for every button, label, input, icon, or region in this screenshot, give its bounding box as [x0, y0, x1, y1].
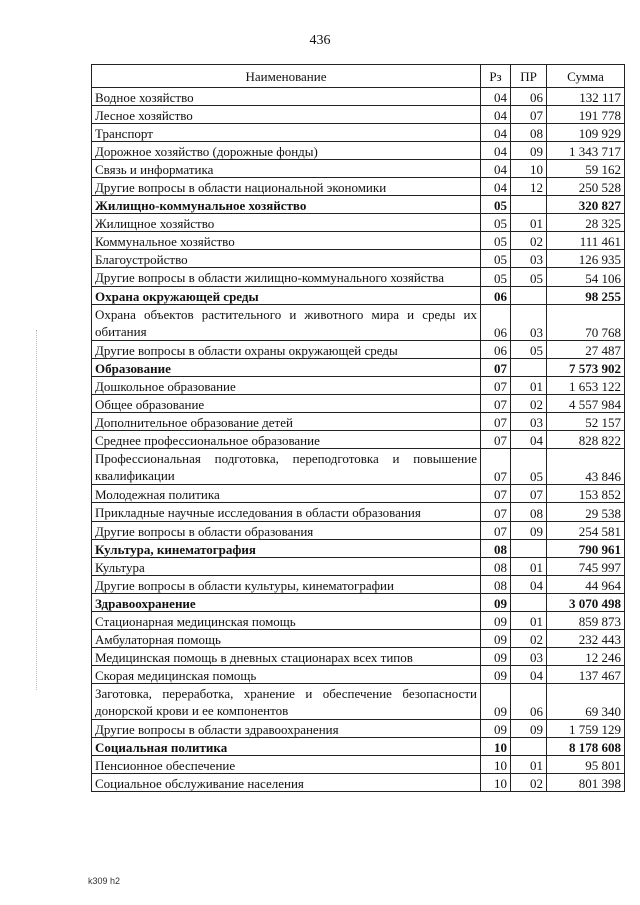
row-sum-cell: 254 581	[547, 522, 625, 540]
row-sum-cell: 27 487	[547, 341, 625, 359]
row-name-cell: Культура	[92, 558, 481, 576]
header-sum: Сумма	[547, 65, 625, 88]
row-rz-cell: 10	[481, 756, 511, 774]
table-row	[92, 594, 625, 612]
table-row	[92, 359, 625, 377]
row-rz-cell: 06	[481, 287, 511, 305]
row-sum-cell: 790 961	[547, 540, 625, 558]
row-sum-cell: 250 528	[547, 178, 625, 196]
row-name-cell: Другие вопросы в области жилищно-коммунального хозяйства	[92, 268, 481, 287]
row-name-cell: Благоустройство	[92, 250, 481, 268]
row-pr-cell: 02	[511, 232, 547, 250]
row-name-cell: Другие вопросы в области охраны окружающей среды	[92, 341, 481, 359]
row-sum-cell: 95 801	[547, 756, 625, 774]
row-name-cell: Лесное хозяйство	[92, 106, 481, 124]
row-name-cell: Прикладные научные исследования в области образования	[92, 503, 481, 522]
table-row	[92, 124, 625, 142]
table-row	[92, 558, 625, 576]
row-pr-cell: 02	[511, 774, 547, 792]
row-name-cell: Другие вопросы в области культуры, кинематографии	[92, 576, 481, 594]
row-name-cell: Транспорт	[92, 124, 481, 142]
row-pr-cell: 01	[511, 756, 547, 774]
table-row	[92, 341, 625, 359]
table-body	[92, 88, 625, 792]
row-pr-cell: 01	[511, 612, 547, 630]
table-header-row	[92, 65, 625, 88]
row-pr-cell: 03	[511, 413, 547, 431]
row-rz-cell: 05	[481, 250, 511, 268]
row-name-cell: Культура, кинематография	[92, 540, 481, 558]
table-row	[92, 449, 625, 485]
table-row	[92, 268, 625, 287]
row-sum-cell: 191 778	[547, 106, 625, 124]
row-pr-cell: 03	[511, 250, 547, 268]
table-row	[92, 413, 625, 431]
row-rz-cell: 08	[481, 540, 511, 558]
table-row	[92, 738, 625, 756]
row-sum-cell: 12 246	[547, 648, 625, 666]
row-sum-cell: 320 827	[547, 196, 625, 214]
row-sum-cell: 28 325	[547, 214, 625, 232]
row-sum-cell: 109 929	[547, 124, 625, 142]
row-rz-cell: 04	[481, 106, 511, 124]
row-rz-cell: 09	[481, 612, 511, 630]
row-name-cell: Связь и информатика	[92, 160, 481, 178]
row-name-cell: Здравоохранение	[92, 594, 481, 612]
table-row	[92, 612, 625, 630]
row-sum-cell: 70 768	[547, 305, 625, 341]
row-name-cell: Профессиональная подготовка, переподготовка и повышение квалификации	[92, 449, 481, 485]
row-sum-cell: 828 822	[547, 431, 625, 449]
header-pr: ПР	[511, 65, 547, 88]
table-row	[92, 250, 625, 268]
table-row	[92, 106, 625, 124]
table-row	[92, 305, 625, 341]
row-rz-cell: 07	[481, 377, 511, 395]
row-name-cell: Медицинская помощь в дневных стационарах всех типов	[92, 648, 481, 666]
row-pr-cell: 10	[511, 160, 547, 178]
row-sum-cell: 7 573 902	[547, 359, 625, 377]
row-sum-cell: 44 964	[547, 576, 625, 594]
row-pr-cell: 09	[511, 522, 547, 540]
row-pr-cell: 05	[511, 341, 547, 359]
row-rz-cell: 10	[481, 774, 511, 792]
row-rz-cell: 05	[481, 268, 511, 287]
row-pr-cell: 01	[511, 214, 547, 232]
row-rz-cell: 05	[481, 196, 511, 214]
table-row	[92, 648, 625, 666]
row-name-cell: Социальное обслуживание населения	[92, 774, 481, 792]
table-row	[92, 395, 625, 413]
row-rz-cell: 07	[481, 413, 511, 431]
row-pr-cell	[511, 196, 547, 214]
row-rz-cell: 09	[481, 630, 511, 648]
row-name-cell: Другие вопросы в области образования	[92, 522, 481, 540]
table-row	[92, 576, 625, 594]
row-rz-cell: 07	[481, 485, 511, 503]
row-pr-cell: 12	[511, 178, 547, 196]
row-name-cell: Жилищное хозяйство	[92, 214, 481, 232]
row-rz-cell: 04	[481, 178, 511, 196]
row-rz-cell: 09	[481, 666, 511, 684]
row-pr-cell	[511, 540, 547, 558]
row-pr-cell: 08	[511, 503, 547, 522]
row-sum-cell: 1 653 122	[547, 377, 625, 395]
row-rz-cell: 09	[481, 684, 511, 720]
row-pr-cell: 09	[511, 142, 547, 160]
row-rz-cell: 07	[481, 359, 511, 377]
page-number: 436	[309, 33, 331, 48]
row-name-cell: Амбулаторная помощь	[92, 630, 481, 648]
row-sum-cell: 859 873	[547, 612, 625, 630]
row-rz-cell: 07	[481, 503, 511, 522]
header-rz: Рз	[481, 65, 511, 88]
table-row	[92, 684, 625, 720]
row-name-cell: Другие вопросы в области национальной экономики	[92, 178, 481, 196]
row-pr-cell	[511, 359, 547, 377]
table-row	[92, 160, 625, 178]
row-name-cell: Дополнительное образование детей	[92, 413, 481, 431]
row-sum-cell: 111 461	[547, 232, 625, 250]
table-row	[92, 178, 625, 196]
row-pr-cell: 05	[511, 268, 547, 287]
table-row	[92, 214, 625, 232]
row-sum-cell: 132 117	[547, 88, 625, 106]
row-name-cell: Коммунальное хозяйство	[92, 232, 481, 250]
row-sum-cell: 1 343 717	[547, 142, 625, 160]
table-row	[92, 142, 625, 160]
row-rz-cell: 07	[481, 522, 511, 540]
row-sum-cell: 54 106	[547, 268, 625, 287]
table-row	[92, 666, 625, 684]
row-rz-cell: 09	[481, 648, 511, 666]
row-name-cell: Другие вопросы в области здравоохранения	[92, 720, 481, 738]
row-sum-cell: 232 443	[547, 630, 625, 648]
table-row	[92, 630, 625, 648]
row-sum-cell: 43 846	[547, 449, 625, 485]
row-name-cell: Среднее профессиональное образование	[92, 431, 481, 449]
table-row	[92, 88, 625, 106]
table-row	[92, 287, 625, 305]
row-rz-cell: 06	[481, 305, 511, 341]
row-name-cell: Образование	[92, 359, 481, 377]
row-pr-cell: 04	[511, 666, 547, 684]
row-rz-cell: 07	[481, 431, 511, 449]
row-pr-cell: 08	[511, 124, 547, 142]
row-name-cell: Дорожное хозяйство (дорожные фонды)	[92, 142, 481, 160]
row-pr-cell: 04	[511, 431, 547, 449]
row-name-cell: Общее образование	[92, 395, 481, 413]
table-row	[92, 196, 625, 214]
row-pr-cell: 01	[511, 377, 547, 395]
row-rz-cell: 08	[481, 558, 511, 576]
row-name-cell: Пенсионное обеспечение	[92, 756, 481, 774]
row-rz-cell: 07	[481, 449, 511, 485]
row-rz-cell: 05	[481, 232, 511, 250]
row-rz-cell: 07	[481, 395, 511, 413]
table-row	[92, 431, 625, 449]
row-sum-cell: 4 557 984	[547, 395, 625, 413]
row-name-cell: Жилищно-коммунальное хозяйство	[92, 196, 481, 214]
budget-table	[91, 64, 625, 792]
row-sum-cell: 8 178 608	[547, 738, 625, 756]
row-name-cell: Дошкольное образование	[92, 377, 481, 395]
row-pr-cell: 03	[511, 648, 547, 666]
row-sum-cell: 98 255	[547, 287, 625, 305]
table-row	[92, 522, 625, 540]
row-name-cell: Охрана окружающей среды	[92, 287, 481, 305]
row-sum-cell: 3 070 498	[547, 594, 625, 612]
row-rz-cell: 08	[481, 576, 511, 594]
row-pr-cell	[511, 738, 547, 756]
row-rz-cell: 09	[481, 720, 511, 738]
table-row	[92, 377, 625, 395]
row-rz-cell: 04	[481, 124, 511, 142]
row-pr-cell: 04	[511, 576, 547, 594]
row-sum-cell: 126 935	[547, 250, 625, 268]
row-pr-cell: 02	[511, 395, 547, 413]
row-pr-cell: 07	[511, 106, 547, 124]
table-row	[92, 232, 625, 250]
row-rz-cell: 09	[481, 594, 511, 612]
row-pr-cell: 01	[511, 558, 547, 576]
row-pr-cell: 06	[511, 88, 547, 106]
row-pr-cell: 05	[511, 449, 547, 485]
row-name-cell: Стационарная медицинская помощь	[92, 612, 481, 630]
table-row	[92, 540, 625, 558]
row-rz-cell: 04	[481, 88, 511, 106]
row-name-cell: Социальная политика	[92, 738, 481, 756]
row-name-cell: Охрана объектов растительного и животного мира и среды их обитания	[92, 305, 481, 341]
row-sum-cell: 52 157	[547, 413, 625, 431]
footer-code: k309 h2	[88, 876, 121, 886]
row-name-cell: Скорая медицинская помощь	[92, 666, 481, 684]
row-sum-cell: 745 997	[547, 558, 625, 576]
row-name-cell: Молодежная политика	[92, 485, 481, 503]
row-sum-cell: 801 398	[547, 774, 625, 792]
row-rz-cell: 10	[481, 738, 511, 756]
row-pr-cell: 06	[511, 684, 547, 720]
row-rz-cell: 05	[481, 214, 511, 232]
row-pr-cell	[511, 594, 547, 612]
row-rz-cell: 06	[481, 341, 511, 359]
table-row	[92, 503, 625, 522]
row-sum-cell: 59 162	[547, 160, 625, 178]
row-pr-cell	[511, 287, 547, 305]
row-sum-cell: 29 538	[547, 503, 625, 522]
row-rz-cell: 04	[481, 142, 511, 160]
row-pr-cell: 07	[511, 485, 547, 503]
row-rz-cell: 04	[481, 160, 511, 178]
row-pr-cell: 09	[511, 720, 547, 738]
row-pr-cell: 02	[511, 630, 547, 648]
table-row	[92, 774, 625, 792]
header-name: Наименование	[92, 65, 481, 88]
row-pr-cell: 03	[511, 305, 547, 341]
row-name-cell: Водное хозяйство	[92, 88, 481, 106]
row-sum-cell: 153 852	[547, 485, 625, 503]
row-sum-cell: 1 759 129	[547, 720, 625, 738]
margin-scan-marks	[36, 330, 38, 690]
table-row	[92, 485, 625, 503]
table-row	[92, 756, 625, 774]
table-row	[92, 720, 625, 738]
row-sum-cell: 69 340	[547, 684, 625, 720]
row-name-cell: Заготовка, переработка, хранение и обеспечение безопасности донорской крови и ее компонентов	[92, 684, 481, 720]
row-sum-cell: 137 467	[547, 666, 625, 684]
